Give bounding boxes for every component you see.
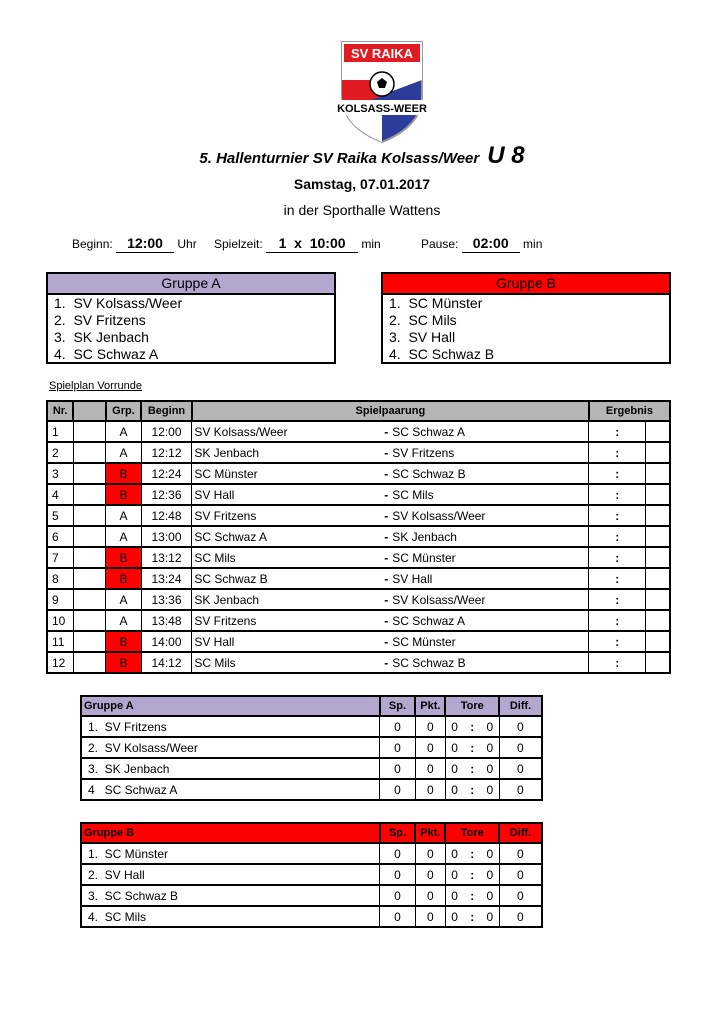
match-time: 13:12 [141, 547, 192, 568]
group-a-team: 2. SV Fritzens [54, 312, 146, 328]
match-extra [646, 610, 670, 631]
goals-for: 0 [445, 843, 463, 864]
goals-for: 0 [445, 758, 463, 779]
group-b-title: Gruppe B [383, 274, 669, 295]
match-empty [73, 547, 105, 568]
match-away: SC Mils [392, 487, 434, 502]
goal-diff: 0 [499, 737, 542, 758]
games-played: 0 [380, 716, 416, 737]
match-result[interactable] [589, 484, 646, 505]
goals-separator: : [463, 843, 481, 864]
match-home: SC Schwaz B [192, 568, 382, 589]
match-nr: 8 [47, 568, 73, 589]
standings-b-header [81, 823, 542, 843]
match-away-cell [382, 547, 589, 568]
match-away-cell [382, 589, 589, 610]
tournament-venue: in der Sporthalle Wattens [283, 202, 441, 218]
match-nr: 7 [47, 547, 73, 568]
schedule-row [47, 442, 670, 463]
col-result: Ergebnis [589, 401, 670, 421]
goal-diff: 0 [499, 716, 542, 737]
col-pkt: Pkt. [415, 696, 445, 716]
pause-value: 02:00 [462, 234, 520, 253]
match-home: SK Jenbach [192, 442, 382, 463]
group-a-title: Gruppe A [48, 274, 334, 295]
points: 0 [415, 716, 445, 737]
match-time: 13:00 [141, 526, 192, 547]
match-time: 12:36 [141, 484, 192, 505]
match-away: SV Kolsass/Weer [392, 592, 486, 607]
match-home: SV Kolsass/Weer [192, 421, 382, 442]
match-away: SV Fritzens [392, 445, 455, 460]
goals-against: 0 [481, 906, 499, 927]
match-group: B [106, 568, 141, 589]
goals-for: 0 [445, 864, 463, 885]
score-separator: : [615, 571, 620, 586]
goals-separator: : [463, 716, 481, 737]
match-result[interactable] [589, 505, 646, 526]
pairing-separator: - [384, 592, 389, 607]
goal-diff: 0 [499, 864, 542, 885]
match-away: SC Schwaz A [392, 613, 465, 628]
goals-for: 0 [445, 779, 463, 800]
goals-against: 0 [481, 864, 499, 885]
standings-group-a [80, 695, 543, 801]
match-group: A [106, 526, 141, 547]
match-empty [73, 421, 105, 442]
col-pairing: Spielpaarung [192, 401, 589, 421]
match-home: SV Fritzens [192, 505, 382, 526]
goals-separator: : [463, 906, 481, 927]
pairing-separator: - [384, 424, 389, 439]
points: 0 [415, 864, 445, 885]
standings-row [81, 716, 542, 737]
score-separator: : [615, 487, 620, 502]
match-away-cell [382, 505, 589, 526]
points: 0 [415, 906, 445, 927]
schedule-row [47, 568, 670, 589]
points: 0 [415, 843, 445, 864]
pairing-separator: - [384, 466, 389, 481]
score-separator: : [615, 550, 620, 565]
pairing-separator: - [384, 571, 389, 586]
club-logo [336, 40, 428, 144]
col-pkt: Pkt. [415, 823, 445, 843]
match-group: B [106, 484, 141, 505]
score-separator: : [615, 592, 620, 607]
schedule-header-row [47, 401, 670, 421]
goals-against: 0 [481, 716, 499, 737]
match-empty [73, 484, 105, 505]
match-group: A [106, 505, 141, 526]
match-result[interactable] [589, 463, 646, 484]
match-away: SV Kolsass/Weer [392, 508, 486, 523]
goals-for: 0 [445, 885, 463, 906]
match-away-cell [382, 421, 589, 442]
pairing-separator: - [384, 655, 389, 670]
standings-row [81, 906, 542, 927]
pause-info [421, 234, 542, 254]
col-sp: Sp. [380, 696, 416, 716]
group-b-team: 4. SC Schwaz B [389, 346, 495, 362]
title-age-group: U 8 [487, 142, 525, 169]
match-group: B [106, 547, 141, 568]
begin-label: Beginn: [72, 237, 113, 251]
group-a-team: 3. SK Jenbach [54, 329, 149, 345]
match-extra [646, 568, 670, 589]
standings-b-title: Gruppe B [81, 823, 380, 843]
col-tore: Tore [445, 823, 499, 843]
match-result[interactable] [589, 547, 646, 568]
schedule-row [47, 610, 670, 631]
schedule-row [47, 505, 670, 526]
match-time: 12:12 [141, 442, 192, 463]
match-nr: 2 [47, 442, 73, 463]
match-nr: 6 [47, 526, 73, 547]
match-time: 12:00 [141, 421, 192, 442]
match-group: B [106, 631, 141, 652]
goal-diff: 0 [499, 779, 542, 800]
goals-against: 0 [481, 737, 499, 758]
pairing-separator: - [384, 508, 389, 523]
title-text: 5. Hallenturnier SV Raika Kolsass/Weer [199, 150, 480, 167]
match-home: SV Fritzens [192, 610, 382, 631]
games-played: 0 [380, 864, 416, 885]
match-empty [73, 610, 105, 631]
pairing-separator: - [384, 487, 389, 502]
logo-bottom-text: KOLSASS-WEER [337, 103, 427, 115]
group-a-team: 1. SV Kolsass/Weer [54, 295, 183, 311]
schedule-row [47, 652, 670, 673]
col-sp: Sp. [380, 823, 416, 843]
team-name: 3. SK Jenbach [81, 758, 380, 779]
col-grp: Grp. [106, 401, 141, 421]
match-time: 13:48 [141, 610, 192, 631]
match-nr: 9 [47, 589, 73, 610]
standings-row [81, 885, 542, 906]
games-played: 0 [380, 737, 416, 758]
match-group: A [106, 610, 141, 631]
col-empty [73, 401, 105, 421]
goals-against: 0 [481, 885, 499, 906]
match-result[interactable] [589, 526, 646, 547]
team-name: 1. SC Münster [81, 843, 380, 864]
score-separator: : [615, 445, 620, 460]
games-played: 0 [380, 906, 416, 927]
goals-separator: : [463, 885, 481, 906]
match-nr: 1 [47, 421, 73, 442]
match-time: 14:12 [141, 652, 192, 673]
match-away: SK Jenbach [392, 529, 457, 544]
col-diff: Diff. [499, 696, 542, 716]
match-extra [646, 463, 670, 484]
schedule-row [47, 463, 670, 484]
match-away-cell [382, 652, 589, 673]
match-away: SV Hall [392, 571, 433, 586]
col-tore: Tore [445, 696, 499, 716]
playtime-label: Spielzeit: [214, 237, 263, 251]
schedule-row [47, 589, 670, 610]
goal-diff: 0 [499, 906, 542, 927]
begin-value: 12:00 [116, 234, 174, 253]
match-empty [73, 568, 105, 589]
team-name: 1. SV Fritzens [81, 716, 380, 737]
match-group: A [106, 442, 141, 463]
col-diff: Diff. [499, 823, 542, 843]
goals-separator: : [463, 758, 481, 779]
points: 0 [415, 758, 445, 779]
match-extra [646, 505, 670, 526]
goals-for: 0 [445, 716, 463, 737]
match-extra [646, 652, 670, 673]
score-separator: : [615, 529, 620, 544]
match-extra [646, 421, 670, 442]
group-b-box [381, 272, 671, 364]
score-separator: : [615, 466, 620, 481]
match-away-cell [382, 463, 589, 484]
schedule-row [47, 421, 670, 442]
score-separator: : [615, 613, 620, 628]
points: 0 [415, 737, 445, 758]
match-nr: 12 [47, 652, 73, 673]
points: 0 [415, 779, 445, 800]
match-away-cell [382, 484, 589, 505]
team-name: 3. SC Schwaz B [81, 885, 380, 906]
match-extra [646, 526, 670, 547]
playtime-value: 1 x 10:00 [266, 234, 358, 253]
points: 0 [415, 885, 445, 906]
match-empty [73, 463, 105, 484]
match-home: SC Münster [192, 463, 382, 484]
match-extra [646, 547, 670, 568]
match-home: SC Mils [192, 547, 382, 568]
standings-a-header [81, 696, 542, 716]
match-extra [646, 442, 670, 463]
standings-row [81, 843, 542, 864]
team-name: 4. SC Mils [81, 906, 380, 927]
match-result[interactable] [589, 589, 646, 610]
standings-row [81, 864, 542, 885]
pairing-separator: - [384, 550, 389, 565]
goals-separator: : [463, 737, 481, 758]
match-empty [73, 442, 105, 463]
tournament-date: Samstag, 07.01.2017 [293, 176, 431, 192]
standings-row [81, 758, 542, 779]
match-result[interactable] [589, 631, 646, 652]
match-away-cell [382, 631, 589, 652]
match-nr: 4 [47, 484, 73, 505]
match-away: SC Münster [392, 550, 456, 565]
match-home: SV Hall [192, 484, 382, 505]
match-home: SC Mils [192, 652, 382, 673]
begin-info [72, 234, 197, 254]
score-separator: : [615, 424, 620, 439]
match-extra [646, 631, 670, 652]
standings-row [81, 737, 542, 758]
score-separator: : [615, 634, 620, 649]
match-time: 13:24 [141, 568, 192, 589]
standings-a-title: Gruppe A [81, 696, 380, 716]
match-home: SC Schwaz A [192, 526, 382, 547]
match-group: A [106, 421, 141, 442]
match-time: 13:36 [141, 589, 192, 610]
schedule-row [47, 526, 670, 547]
games-played: 0 [380, 843, 416, 864]
score-separator: : [615, 508, 620, 523]
match-empty [73, 631, 105, 652]
goals-separator: : [463, 779, 481, 800]
match-away-cell [382, 610, 589, 631]
games-played: 0 [380, 779, 416, 800]
standings-group-b [80, 822, 543, 928]
goal-diff: 0 [499, 885, 542, 906]
schedule-row [47, 547, 670, 568]
schedule-row [47, 484, 670, 505]
match-nr: 11 [47, 631, 73, 652]
match-time: 12:24 [141, 463, 192, 484]
match-away-cell [382, 442, 589, 463]
standings-row [81, 779, 542, 800]
col-begin: Beginn [141, 401, 192, 421]
group-b-team: 1. SC Münster [389, 295, 483, 311]
match-group: B [106, 652, 141, 673]
schedule-row [47, 631, 670, 652]
match-nr: 5 [47, 505, 73, 526]
group-b-team: 3. SV Hall [389, 329, 456, 345]
match-empty [73, 526, 105, 547]
match-nr: 10 [47, 610, 73, 631]
match-result[interactable] [589, 610, 646, 631]
schedule-table [46, 400, 671, 674]
match-home: SV Hall [192, 631, 382, 652]
match-nr: 3 [47, 463, 73, 484]
match-extra [646, 589, 670, 610]
match-away-cell [382, 568, 589, 589]
playtime-info [214, 234, 381, 254]
match-away: SC Schwaz A [392, 424, 465, 439]
match-away-cell [382, 526, 589, 547]
match-group: A [106, 589, 141, 610]
team-name: 4 SC Schwaz A [81, 779, 380, 800]
match-result[interactable] [589, 652, 646, 673]
match-away: SC Schwaz B [392, 466, 466, 481]
group-a-team: 4. SC Schwaz A [54, 346, 159, 362]
pairing-separator: - [384, 529, 389, 544]
begin-unit: Uhr [177, 237, 197, 251]
goals-separator: : [463, 864, 481, 885]
goals-for: 0 [445, 906, 463, 927]
match-empty [73, 589, 105, 610]
pairing-separator: - [384, 445, 389, 460]
group-b-team: 2. SC Mils [389, 312, 457, 328]
logo-top-text: SV RAIKA [350, 46, 414, 61]
tournament-title [0, 142, 724, 170]
match-away: SC Münster [392, 634, 456, 649]
team-name: 2. SV Hall [81, 864, 380, 885]
games-played: 0 [380, 758, 416, 779]
pause-label: Pause: [421, 237, 459, 251]
match-result[interactable] [589, 568, 646, 589]
col-nr: Nr. [47, 401, 73, 421]
match-away: SC Schwaz B [392, 655, 466, 670]
match-result[interactable] [589, 442, 646, 463]
games-played: 0 [380, 885, 416, 906]
pairing-separator: - [384, 634, 389, 649]
goals-against: 0 [481, 758, 499, 779]
match-result[interactable] [589, 421, 646, 442]
goals-for: 0 [445, 737, 463, 758]
pairing-separator: - [384, 613, 389, 628]
team-name: 2. SV Kolsass/Weer [81, 737, 380, 758]
goal-diff: 0 [499, 758, 542, 779]
goals-against: 0 [481, 779, 499, 800]
match-time: 14:00 [141, 631, 192, 652]
match-time: 12:48 [141, 505, 192, 526]
schedule-caption: Spielplan Vorrunde [49, 380, 142, 392]
match-empty [73, 505, 105, 526]
match-empty [73, 652, 105, 673]
group-a-box [46, 272, 336, 364]
match-extra [646, 484, 670, 505]
match-home: SK Jenbach [192, 589, 382, 610]
score-separator: : [615, 655, 620, 670]
pause-unit: min [523, 237, 543, 251]
goal-diff: 0 [499, 843, 542, 864]
playtime-unit: min [361, 237, 381, 251]
goals-against: 0 [481, 843, 499, 864]
match-group: B [106, 463, 141, 484]
